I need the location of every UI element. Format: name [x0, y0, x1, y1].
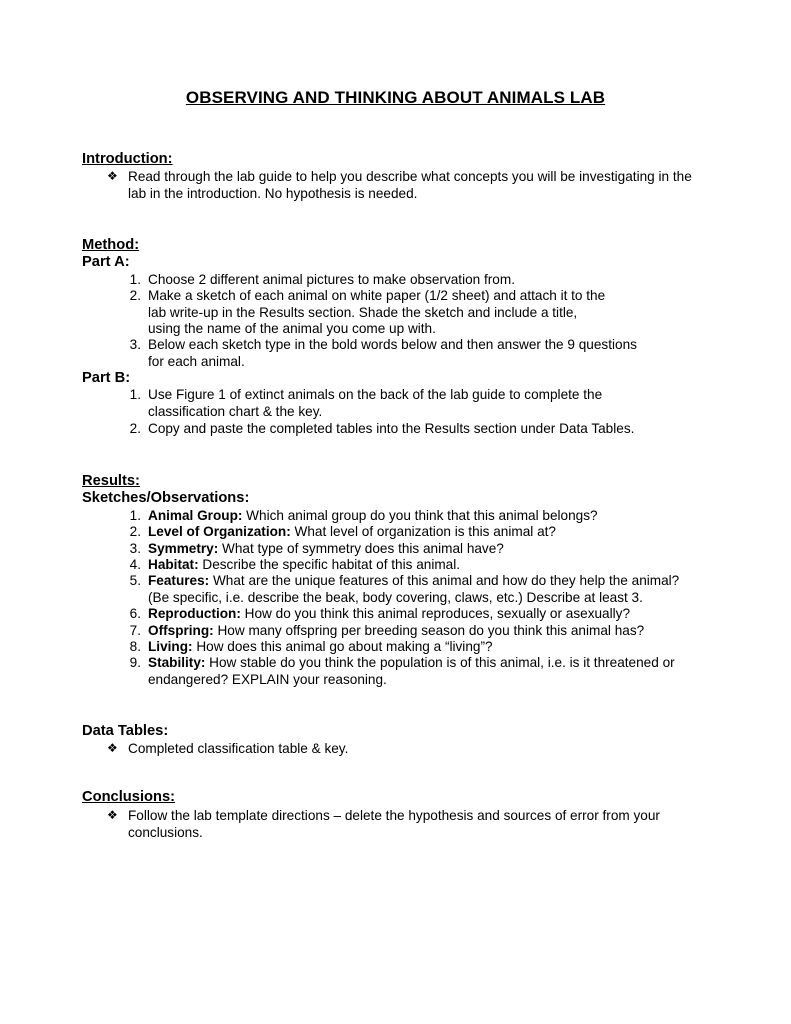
diamond-bullet-icon: ❖ [107, 169, 118, 183]
data-tables-heading: Data Tables: [82, 723, 169, 739]
results-heading: Results: [82, 473, 140, 489]
sketches-observations-heading: Sketches/Observations: [82, 490, 250, 506]
introduction-text-line: lab in the introduction. No hypothesis is needed. [128, 186, 418, 201]
part-a-heading: Part A: [82, 254, 130, 270]
introduction-text-line: Read through the lab guide to help you describe what concepts you will be investigating in the [128, 169, 692, 184]
page-title: OBSERVING AND THINKING ABOUT ANIMALS LAB [185, 88, 606, 107]
conclusions-text-line: conclusions. [128, 825, 203, 840]
document-page: OBSERVING AND THINKING ABOUT ANIMALS LAB Introduction: ❖ Read through the lab guide to help you describe what concepts you will be investigating in the lab in the introduction. No hypothesis is needed. Method: Part A: 1. Choose 2 different animal pictures to make observation from. 2. Make a sketch of each animal on white paper (1/2 sheet) and attach it to the lab write-up in the Results section. Shade the sketch and include a title, using the name of the animal you come up with. 3. Below each sketch type in the bold words below and then answer the 9 questions for each animal. Part B: 1. Use Figure 1 of extinct animals on the back of the lab guide to complete the classification chart & the key. 2. Copy and paste the completed tables into the Results section under Data Tables. Results: Sketches/Observations: 1. Animal Group: Which animal group do you think that this animal belongs? 2. Level of Organization: What level of organization is this animal at? 3. Symmetry: What type of symmetry does this animal have? 4. Habitat: Describe the specific habitat of this animal. 5. Features: What are the unique features of this animal and how do they help the animal? (Be specific, i.e. describe the beak, body covering, claws, etc.) Describe at least 3. 6. Reproduction: How do you think this animal reproduces, sexually or asexually? 7. Offspring: How many offspring per breeding season do you think this animal has? 8. Living: How does this animal go about making a “living”? 9. Stability: How stable do you think the population is of this animal, i.e. is it threatened or endangered? EXPLAIN your reasoning. Data Tables: ❖ Completed classification table & key. Conclusions: ❖ Follow the lab template directions – delete the hypothesis and sources of error from your conclusions. [0, 0, 791, 1024]
part-b-heading: Part B: [82, 370, 131, 386]
diamond-bullet-icon: ❖ [107, 808, 118, 822]
method-heading: Method: [82, 237, 140, 253]
conclusions-text-line: Follow the lab template directions – delete the hypothesis and sources of error from your [128, 808, 660, 823]
conclusions-heading: Conclusions: [82, 789, 176, 805]
introduction-heading: Introduction: [82, 151, 173, 167]
diamond-bullet-icon: ❖ [107, 741, 118, 755]
